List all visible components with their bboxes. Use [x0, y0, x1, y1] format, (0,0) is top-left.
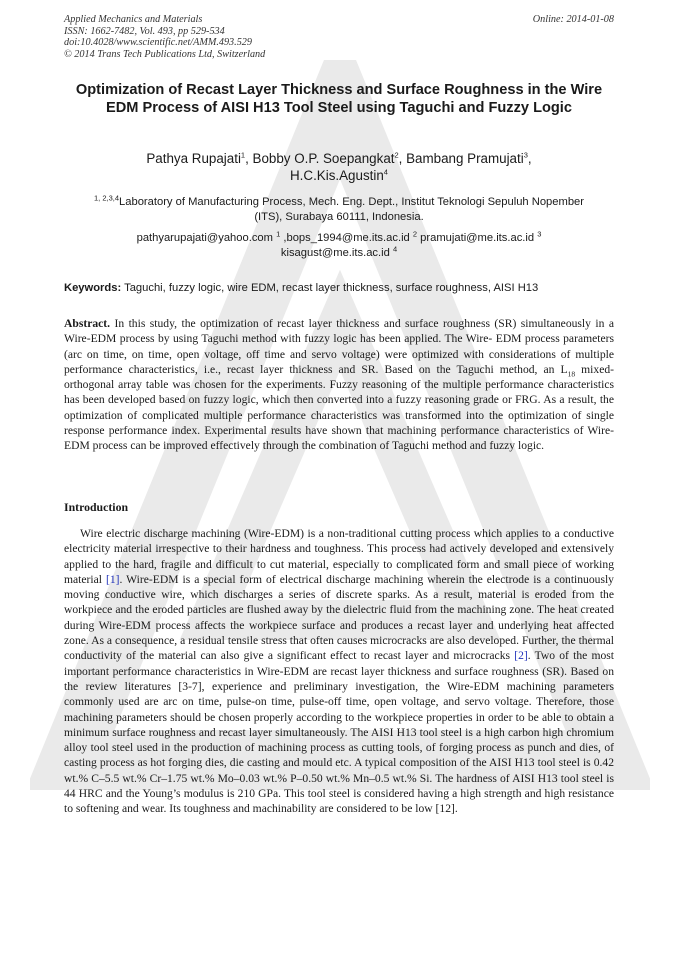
author-3-mark: 3	[523, 150, 528, 160]
affiliation-text: Laboratory of Manufacturing Process, Mech. Eng. Dept., Institut Teknologi Sepuluh Nopember (ITS), Surabaya 60111, Indonesia.	[119, 196, 584, 223]
keywords	[64, 281, 614, 295]
intro-text-1: Wire electric discharge machining (Wire-EDM) is a non-traditional cutting process which applies to a conductive electricity material irrespective to their hardness and toughness. This process had actively developed and extensively applied to the hard, fragile and difficult to cut material, especially to complicated form and small piece of working material	[64, 527, 614, 586]
paper-title: Optimization of Recast Layer Thickness and Surface Roughness in the Wire EDM Process of AISI H13 Tool Steel using Taguchi and Fuzzy Logic	[75, 82, 603, 116]
keywords-text: Taguchi, fuzzy logic, wire EDM, recast layer thickness, surface roughness, AISI H13	[121, 282, 539, 294]
introduction-text	[64, 526, 614, 817]
author-3-separator: ,	[527, 151, 532, 166]
author-1: Pathya Rupajati	[146, 151, 241, 166]
reference-link-2[interactable]: [2]	[514, 649, 528, 663]
reference-link-1[interactable]: [1]	[105, 572, 120, 586]
online-date: Online: 2014-01-08	[532, 14, 614, 25]
author-1-mark: 1	[240, 150, 246, 160]
affiliation-mark: 1, 2,3,4	[94, 193, 120, 203]
keywords-label: Keywords:	[64, 282, 122, 294]
abstract-text-1: In this study, the optimization of recast layer thickness and surface roughness (SR) simultaneously in a Wire-EDM process by using Taguchi method with fuzzy logic has been applied. The Wire- EDM process parameters (arc on time, on time, open voltage, off time and servo voltage) were optimized with considerations of multiple performance characteristics, i.e., recast layer thickness and SR. Based on the Taguchi method, an L	[64, 317, 614, 376]
author-4: H.C.Kis.Agustin	[290, 168, 384, 184]
author-list	[60, 150, 618, 185]
author-2: , Bobby O.P. Soepangkat	[245, 151, 395, 166]
author-4-mark: 4	[383, 167, 388, 177]
array-subscript: 18	[567, 369, 576, 379]
email-3-mark: 3	[537, 229, 542, 239]
email-1-mark: 1	[276, 229, 281, 239]
author-2-mark: 2	[394, 150, 399, 160]
email-list	[90, 231, 588, 261]
journal-copyright: © 2014 Trans Tech Publications Ltd, Switzerland	[64, 48, 266, 60]
abstract	[64, 316, 614, 454]
introduction-heading: Introduction	[64, 500, 129, 514]
journal-name: Applied Mechanics and Materials	[64, 14, 203, 25]
email-4[interactable]: kisagust@me.its.ac.id	[280, 246, 390, 259]
affiliation	[80, 195, 598, 225]
email-1[interactable]: pathyarupajati@yahoo.com	[136, 232, 273, 244]
email-2[interactable]: ,bops_1994@me.its.ac.id	[283, 232, 410, 244]
journal-issn: ISSN: 1662-7482, Vol. 493, pp 529-534	[64, 25, 225, 37]
journal-doi: doi:10.4028/www.scientific.net/AMM.493.529	[64, 37, 252, 49]
email-3[interactable]: pramujati@me.its.ac.id	[420, 232, 535, 244]
abstract-text-2: mixed-orthogonal array table was chosen for the experiments. Fuzzy reasoning of the multiple performance characteristics has been developed based on fuzzy logic, which then converted into a fuzzy reasoning grade or FRG. As a result, the optimization of complicated multiple performance characteristics was transformed into the optimization of single response performance index. Experimental results have shown that machining performance characteristics of Wire-EDM process can be improved effectively through the combination of Taguchi method and fuzzy logic.	[64, 362, 614, 453]
author-3: , Bambang Pramujati	[398, 151, 524, 166]
email-2-mark: 2	[412, 229, 418, 239]
email-4-mark: 4	[392, 244, 398, 254]
intro-text-2: . Wire-EDM is a special form of electrical discharge machining wherein the electrode is a continuously moving conductive wire, which discharges a series of discrete sparks. As a result, material is eroded from the workpiece and the eroded particles are flushed away by the dielectric fluid from the machining zone. The heat created during Wire-EDM process affects the workpiece surface and produces a recast layer and underlying heat affected zone. As a consequence, a residual tensile stress that often causes microcracks are also developed. Further, the thermal conductivity of the material can also give a significant effect to recast layer and microcracks	[64, 572, 614, 663]
abstract-label: Abstract.	[64, 317, 111, 330]
journal-header	[64, 14, 265, 60]
intro-text-3: . Two of the most important performance characteristics in Wire-EDM are recast layer thickness and surface roughness (SR). Based on the review literatures [3-7], experience and preliminary investigation, the Wire-EDM machining parameters commonly used are arc on time, pulse-on time, pulse-off time, open voltage, and servo voltage. Therefore, those machining parameters should be chosen properly according to the workpiece properties in order to be able to obtain a minimum surface roughness and recast layer simultaneously. The AISI H13 tool steel is a high carbon high chromium alloy tool steel used in the production of machining process as cutting tools, of forging process as punch and dies, of casting process as hot forging dies, die casting and mould etc. A typical composition of the AISI H13 tool steel is 0.42 wt.% C–5.5 wt.% Cr–1.75 wt.% Mo–0.03 wt.% P–0.50 wt.% Mn–0.5 wt.% Si. The hardness of AISI H13 tool steel is 44 HRC and the Young’s modulus is 210 GPa. This tool steel is considered having a high strength and high resistance to softening and wear. Its toughness and machinability are considered to be low [12].	[64, 649, 615, 816]
